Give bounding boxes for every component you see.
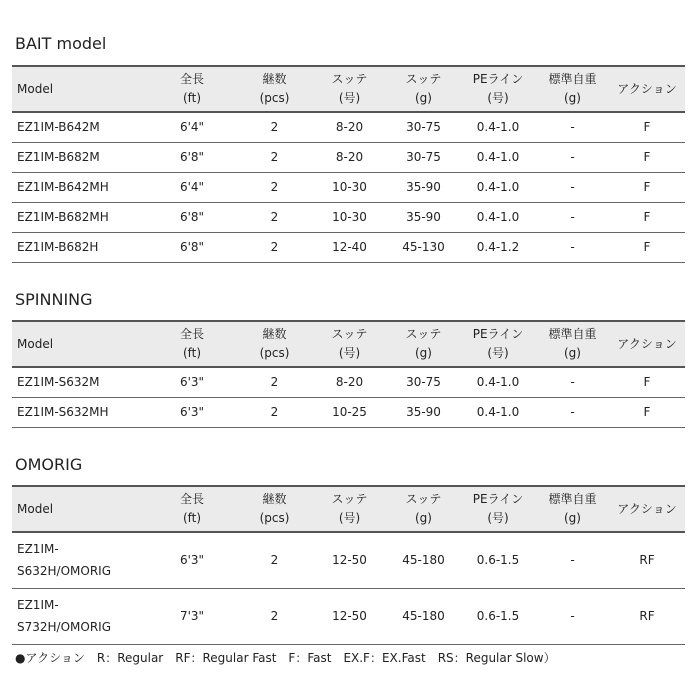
cell-pe: 0.4-1.0 [460,142,536,172]
header-lure-g: スッテ (g) [387,66,460,112]
cell-pieces: 2 [237,588,312,644]
header-lure-g: スッテ (g) [387,486,460,532]
cell-lure-go: 10-30 [312,172,387,202]
cell-lure-g: 45-180 [387,588,460,644]
cell-pieces: 2 [237,142,312,172]
cell-weight: - [536,172,609,202]
table-row [12,397,685,427]
cell-pe: 0.4-1.0 [460,397,536,427]
header-pieces: 継数 (pcs) [237,66,312,112]
header-pe-line: PEライン (号) [460,486,536,532]
cell-lure-g: 45-180 [387,532,460,588]
header-lure-go: スッテ (号) [312,486,387,532]
spinning-spec-table [12,320,685,428]
cell-pieces: 2 [237,397,312,427]
header-length: 全長 (ft) [147,486,237,532]
cell-lure-go: 10-30 [312,202,387,232]
header-pieces: 継数 (pcs) [237,321,312,367]
cell-length: 6'3" [147,367,237,397]
cell-pe: 0.6-1.5 [460,532,536,588]
cell-pieces: 2 [237,112,312,142]
cell-length: 6'8" [147,202,237,232]
cell-pieces: 2 [237,232,312,262]
bait-spec-table [12,65,685,263]
cell-length: 6'8" [147,142,237,172]
cell-lure-go: 12-40 [312,232,387,262]
cell-weight: - [536,367,609,397]
cell-weight: - [536,112,609,142]
cell-action: F [609,112,685,142]
action-legend-footnote: ●アクション R：Regular RF：Regular Fast F：Fast EX.F：EX.Fast RS：Regular Slow） [15,651,556,665]
cell-action: F [609,397,685,427]
header-weight: 標準自重 (g) [536,66,609,112]
header-action: アクション [609,486,685,532]
cell-lure-go: 8-20 [312,112,387,142]
header-model: Model [12,321,147,367]
cell-lure-go: 10-25 [312,397,387,427]
cell-lure-g: 30-75 [387,367,460,397]
table-header-row [12,321,685,367]
cell-pe: 0.4-1.0 [460,112,536,142]
cell-length: 6'3" [147,397,237,427]
cell-weight: - [536,588,609,644]
omorig-spec-table [12,485,685,645]
cell-action: F [609,172,685,202]
cell-weight: - [536,142,609,172]
header-lure-go: スッテ (号) [312,321,387,367]
table-row [12,172,685,202]
cell-weight: - [536,232,609,262]
cell-model: EZ1IM-B682M [12,142,147,172]
section-title-bait: BAIT model [15,34,107,53]
cell-action: F [609,232,685,262]
cell-action: RF [609,532,685,588]
header-pe-line: PEライン (号) [460,66,536,112]
header-length: 全長 (ft) [147,66,237,112]
cell-length: 6'4" [147,112,237,142]
table-header-row [12,66,685,112]
table-row [12,232,685,262]
table-row [12,142,685,172]
cell-action: F [609,142,685,172]
table-row [12,532,685,588]
header-weight: 標準自重 (g) [536,321,609,367]
header-weight: 標準自重 (g) [536,486,609,532]
cell-pieces: 2 [237,532,312,588]
cell-action: F [609,202,685,232]
table-row [12,367,685,397]
cell-model: EZ1IM- S732H/OMORIG [12,588,147,644]
cell-lure-g: 35-90 [387,202,460,232]
cell-model: EZ1IM-B642MH [12,172,147,202]
cell-lure-g: 35-90 [387,172,460,202]
cell-lure-g: 45-130 [387,232,460,262]
cell-pieces: 2 [237,172,312,202]
table-header-row [12,486,685,532]
cell-weight: - [536,202,609,232]
cell-model: EZ1IM-S632M [12,367,147,397]
cell-model: EZ1IM-B682MH [12,202,147,232]
cell-lure-go: 8-20 [312,367,387,397]
cell-length: 6'8" [147,232,237,262]
section-title-omorig: OMORIG [15,455,83,474]
cell-length: 6'3" [147,532,237,588]
cell-lure-g: 30-75 [387,142,460,172]
header-lure-go: スッテ (号) [312,66,387,112]
cell-lure-go: 8-20 [312,142,387,172]
cell-pe: 0.4-1.0 [460,172,536,202]
cell-lure-g: 30-75 [387,112,460,142]
cell-pe: 0.4-1.0 [460,367,536,397]
cell-weight: - [536,532,609,588]
cell-lure-g: 35-90 [387,397,460,427]
cell-weight: - [536,397,609,427]
cell-action: F [609,367,685,397]
cell-pe: 0.4-1.0 [460,202,536,232]
cell-model: EZ1IM-B642M [12,112,147,142]
cell-action: RF [609,588,685,644]
section-title-spinning: SPINNING [15,290,93,309]
cell-length: 7'3" [147,588,237,644]
header-model: Model [12,486,147,532]
header-pieces: 継数 (pcs) [237,486,312,532]
cell-lure-go: 12-50 [312,532,387,588]
cell-model: EZ1IM-S632MH [12,397,147,427]
header-lure-g: スッテ (g) [387,321,460,367]
cell-length: 6'4" [147,172,237,202]
cell-model: EZ1IM-B682H [12,232,147,262]
cell-pieces: 2 [237,367,312,397]
cell-pe: 0.6-1.5 [460,588,536,644]
header-model: Model [12,66,147,112]
table-row [12,202,685,232]
table-row [12,112,685,142]
cell-lure-go: 12-50 [312,588,387,644]
cell-pe: 0.4-1.2 [460,232,536,262]
header-action: アクション [609,321,685,367]
table-row [12,588,685,644]
cell-model: EZ1IM- S632H/OMORIG [12,532,147,588]
header-length: 全長 (ft) [147,321,237,367]
header-pe-line: PEライン (号) [460,321,536,367]
cell-pieces: 2 [237,202,312,232]
header-action: アクション [609,66,685,112]
